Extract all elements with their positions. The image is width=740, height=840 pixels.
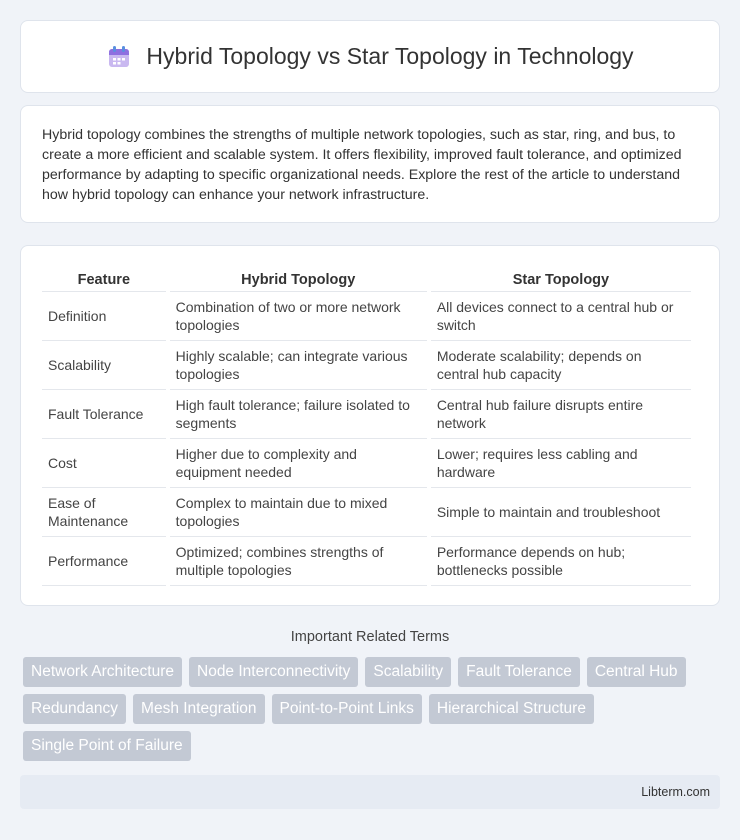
row-hybrid: Higher due to complexity and equipment needed	[170, 439, 427, 488]
term-tag[interactable]: Scalability	[365, 657, 451, 687]
comparison-table	[38, 266, 695, 586]
term-tag[interactable]: Hierarchical Structure	[429, 694, 594, 724]
row-feature: Cost	[42, 439, 166, 488]
table-header-row	[42, 266, 691, 292]
intro-card	[20, 105, 720, 223]
row-feature: Fault Tolerance	[42, 390, 166, 439]
table-row	[42, 488, 691, 537]
term-tag[interactable]: Central Hub	[587, 657, 686, 687]
row-star: Lower; requires less cabling and hardware	[431, 439, 691, 488]
term-tag[interactable]: Network Architecture	[23, 657, 182, 687]
page-container	[20, 20, 720, 809]
term-tag[interactable]: Node Interconnectivity	[189, 657, 358, 687]
row-hybrid: Complex to maintain due to mixed topologies	[170, 488, 427, 537]
footer	[20, 775, 720, 809]
related-terms-title: Important Related Terms	[290, 629, 450, 645]
footer-site-link[interactable]: Libterm.com	[641, 785, 710, 799]
related-terms-list	[20, 657, 720, 761]
table-row	[42, 390, 691, 439]
comparison-card	[20, 245, 720, 606]
row-feature: Definition	[42, 292, 166, 341]
row-hybrid: Combination of two or more network topologies	[170, 292, 427, 341]
table-row	[42, 439, 691, 488]
header-star: Star Topology	[431, 266, 691, 292]
table-row	[42, 292, 691, 341]
row-hybrid: Optimized; combines strengths of multiple topologies	[170, 537, 427, 586]
title-card	[20, 20, 720, 93]
row-feature: Ease of Maintenance	[42, 488, 166, 537]
row-feature: Scalability	[42, 341, 166, 390]
term-tag[interactable]: Redundancy	[23, 694, 126, 724]
table-row	[42, 537, 691, 586]
term-tag[interactable]: Single Point of Failure	[23, 731, 191, 761]
table-row	[42, 341, 691, 390]
intro-text: Hybrid topology combines the strengths of multiple network topologies, such as star, ring, and bus, to create a more efficient and scalable system. It offers flexibility, improved fault tolerance, and optimized performance by adapting to specific organizational needs. Explore the rest of the article to understand how hybrid topology can enhance your network infrastructure.	[42, 127, 682, 203]
row-star: Performance depends on hub; bottlenecks possible	[431, 537, 691, 586]
header-feature: Feature	[42, 266, 166, 292]
row-star: All devices connect to a central hub or switch	[431, 292, 691, 341]
row-feature: Performance	[42, 537, 166, 586]
row-hybrid: High fault tolerance; failure isolated to segments	[170, 390, 427, 439]
term-tag[interactable]: Fault Tolerance	[458, 657, 580, 687]
row-star: Central hub failure disrupts entire network	[431, 390, 691, 439]
calendar-icon	[106, 44, 132, 70]
page-title: Hybrid Topology vs Star Topology in Technology	[146, 43, 634, 69]
row-star: Simple to maintain and troubleshoot	[431, 488, 691, 537]
term-tag[interactable]: Point-to-Point Links	[272, 694, 422, 724]
header-hybrid: Hybrid Topology	[170, 266, 427, 292]
row-hybrid: Highly scalable; can integrate various topologies	[170, 341, 427, 390]
row-star: Moderate scalability; depends on central hub capacity	[431, 341, 691, 390]
term-tag[interactable]: Mesh Integration	[133, 694, 264, 724]
